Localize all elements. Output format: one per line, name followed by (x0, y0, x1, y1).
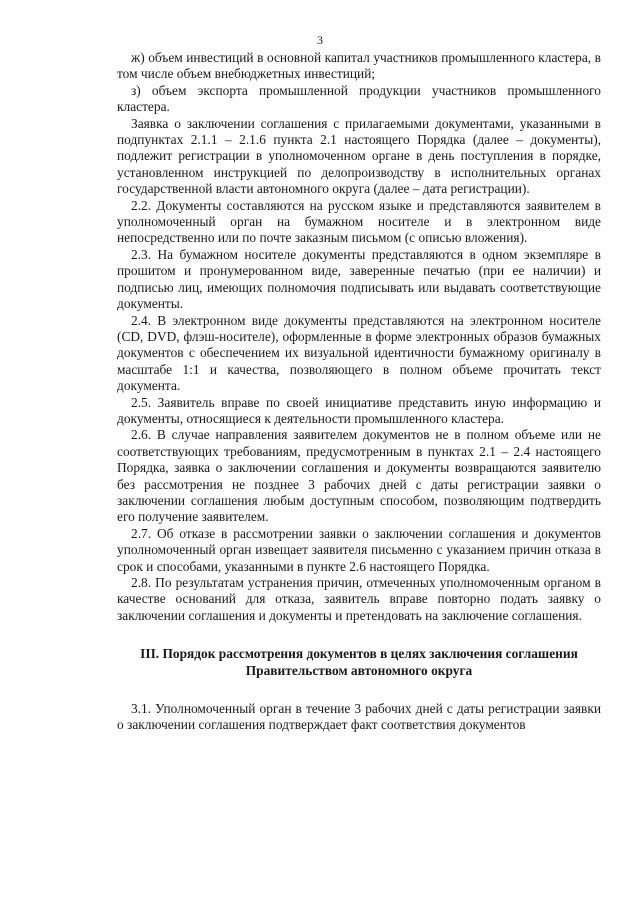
paragraph-2-5: 2.5. Заявитель вправе по своей инициативе представить иную информацию и документы, относящиеся к деятельности промышленного кластера. (117, 394, 601, 426)
paragraph-2-8: 2.8. По результатам устранения причин, отмеченных уполномоченным органом в качестве оснований для отказа, заявитель вправе повторно подать заявку о заключении соглашения и документы и претендовать на заключение соглашения. (117, 575, 601, 623)
document-body (117, 50, 601, 734)
paragraph-2-2: 2.2. Документы составляются на русском языке и представляются заявителем в уполномоченный орган на бумажном носителе и в электронном виде непосредственно или по почте заказным письмом (с описью вложения). (117, 197, 601, 246)
paragraph-item-zh: ж) объем инвестиций в основной капитал участников промышленного кластера, в том числе объем внебюджетных инвестиций; (117, 50, 601, 82)
page-number: 3 (317, 33, 323, 47)
paragraph-application-registration: Заявка о заключении соглашения с прилагаемыми документами, указанными в подпунктах 2.1.1 – 2.1.6 пункта 2.1 настоящего Порядка (далее – документы), подлежит регистрации в уполномоченном органе в день поступления в порядке, установленном инструкцией по делопроизводству в исполнительных органах государственной власти автономного округа (далее – дата регистрации). (117, 115, 601, 197)
paragraph-3-1: 3.1. Уполномоченный орган в течение 3 рабочих дней с даты регистрации заявки о заключении соглашения подтверждает факт соответствия документов (117, 701, 601, 733)
paragraph-2-7: 2.7. Об отказе в рассмотрении заявки о заключении соглашения и документов уполномоченный орган извещает заявителя письменно с указанием причин отказа в срок и способами, указанными в пункте 2.6 настоящего Порядка. (117, 525, 601, 574)
paragraph-2-3: 2.3. На бумажном носителе документы представляются в одном экземпляре в прошитом и пронумерованном виде, заверенные печатью (при ее наличии) и подписью лиц, имеющих полномочия подписывать или выдавать соответствующие документы. (117, 246, 601, 312)
paragraph-2-4: 2.4. В электронном виде документы представляются на электронном носителе (CD, DVD, флэш-носителе), оформленные в форме электронных образов бумажных документов с обеспечением их визуальной идентичности бумажному оригиналу в масштабе 1:1 и качества, позволяющего в полном объеме прочитать текст документа. (117, 312, 601, 394)
paragraph-item-z: з) объем экспорта промышленной продукции участников промышленного кластера. (117, 82, 601, 115)
paragraph-2-6: 2.6. В случае направления заявителем документов не в полном объеме или не соответствующих требованиям, предусмотренным в пунктах 2.1 – 2.4 настоящего Порядка, заявка о заключении соглашения и документы возвращаются заявителю без рассмотрения не позднее 3 рабочих дней с даты регистрации заявки о заключении соглашения любым доступным способом, позволяющим подтвердить его получение заявителем. (117, 427, 601, 525)
section-heading: III. Порядок рассмотрения документов в целях заключения соглашения Правительством автономного округа (140, 646, 578, 678)
